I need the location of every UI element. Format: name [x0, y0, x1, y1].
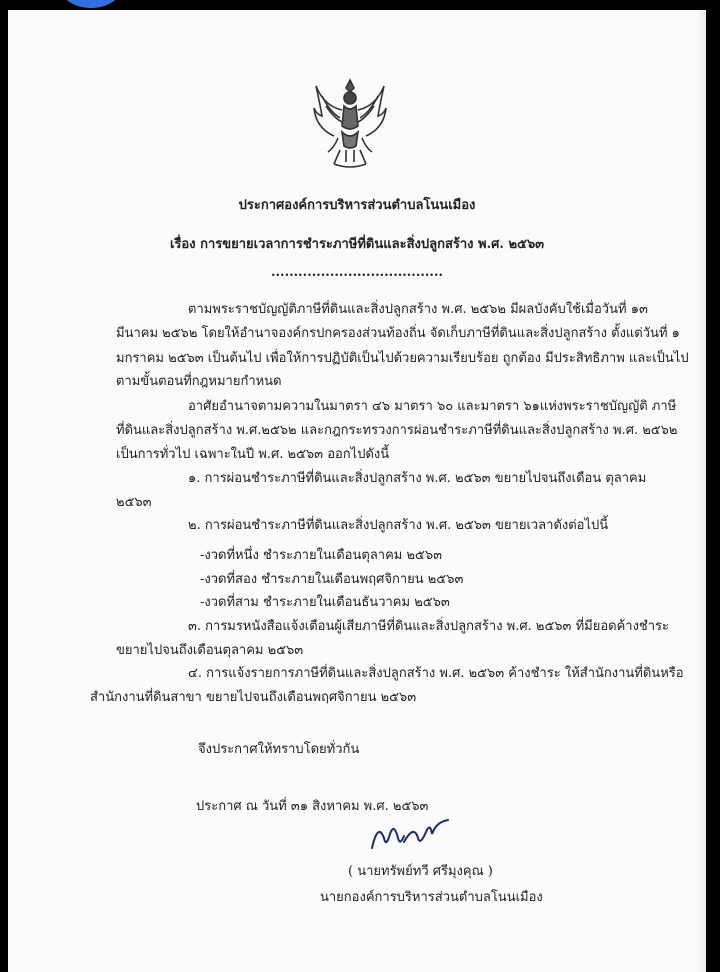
org-title: ประกาศองค์การบริหารส่วนตำบลโนนเมือง [238, 198, 476, 213]
item-3-line-2: ขยายไปจนถึงเดือนตุลาคม ๒๕๖๓ [116, 643, 304, 658]
paragraph-2-line-2: ที่ดินและสิ่งปลูกสร้าง พ.ศ.๒๕๖๒ และกฎกระทรวงการผ่อนชำระภาษีที่ดินและสิ่งปลูกสร้าง พ.ศ. ๒๕๖๒ [116, 423, 678, 438]
paragraph-1-line-4: ตามขั้นตอนที่กฎหมายกำหนด [116, 374, 282, 389]
item-2: ๒. การผ่อนชำระภาษีที่ดินและสิ่งปลูกสร้าง พ.ศ. ๒๕๖๓ ขยายเวลาดังต่อไปนี้ [188, 518, 609, 533]
item-3-line-1: ๓. การมรหนังสือแจ้งเตือนผู้เสียภาษีที่ดินและสิ่งปลูกสร้าง พ.ศ. ๒๕๖๓ ที่มียอดค้างชำระ [188, 619, 670, 634]
announcement-date: ประกาศ ณ วันที่ ๓๑ สิงหาคม พ.ศ. ๒๕๖๓ [196, 799, 429, 814]
paragraph-1-line-1: ตามพระราชบัญญัติภาษีที่ดินและสิ่งปลูกสร้าง พ.ศ. ๒๕๖๒ มีผลบังคับใช้เมื่อวันที่ ๑๓ [188, 302, 648, 317]
separator-dots: ...................................... [271, 265, 443, 280]
top-blue-shape [52, 0, 130, 8]
paragraph-2-line-1: อาศัยอำนาจตามความในมาตรา ๔๖ มาตรา ๖๐ และมาตรา ๖๑แห่งพระราชบัญญัติ ภาษี [188, 399, 677, 414]
subject-heading: เรื่อง การขยายเวลาการชำระภาษีที่ดินและสิ่งปลูกสร้าง พ.ศ. ๒๕๖๓ [169, 237, 544, 252]
item-1-line-2: ๒๕๖๓ [116, 495, 152, 510]
garuda-emblem-icon [312, 76, 388, 170]
installment-3: -งวดที่สาม ชำระภายในเดือนธันวาคม ๒๕๖๓ [200, 595, 450, 610]
document-page [8, 10, 706, 972]
paragraph-1-line-3: มกราคม ๒๕๖๓ เป็นต้นไป เพื่อให้การปฏิบัติเป็นไปด้วยความเรียบร้อย ถูกต้อง มีประสิทธิภาพ และเป็นไป [116, 351, 689, 366]
item-4-line-1: ๔. การแจ้งรายการภาษีที่ดินและสิ่งปลูกสร้าง พ.ศ. ๒๕๖๓ ค้างชำระ ให้สำนักงานที่ดินหรือ [188, 666, 684, 681]
installment-2: -งวดที่สอง ชำระภายในเดือนพฤศจิกายน ๒๕๖๓ [200, 572, 464, 587]
installment-1: -งวดที่หนึ่ง ชำระภายในเดือนตุลาคม ๒๕๖๓ [200, 548, 443, 563]
closing-statement: จึงประกาศให้ทราบโดยทั่วกัน [198, 742, 360, 757]
item-4-line-2: สำนักงานที่ดินสาขา ขยายไปจนถึงเดือนพฤศจิกายน ๒๕๖๓ [90, 690, 417, 705]
signature-scribble [368, 818, 454, 858]
paragraph-2-line-3: เป็นการทั่วไป เฉพาะในปี พ.ศ. ๒๕๖๓ ออกไปดังนี้ [116, 447, 390, 462]
signatory-position: นายกองค์การบริหารส่วนตำบลโนนเมือง [320, 890, 543, 905]
paragraph-1-line-2: มีนาคม ๒๕๖๒ โดยให้อำนาจองค์กรปกครองส่วนท้องถิ่น จัดเก็บภาษีที่ดินและสิ่งปลูกสร้าง ตั้งแต่วันที่ ๑ [116, 326, 680, 341]
signatory-name: ( นายทรัพย์ทวี ศรีมุงคุณ ) [348, 864, 493, 879]
item-1-line-1: ๑. การผ่อนชำระภาษีที่ดินและสิ่งปลูกสร้าง พ.ศ. ๒๕๖๓ ขยายไปจนถึงเดือน ตุลาคม [188, 471, 647, 486]
